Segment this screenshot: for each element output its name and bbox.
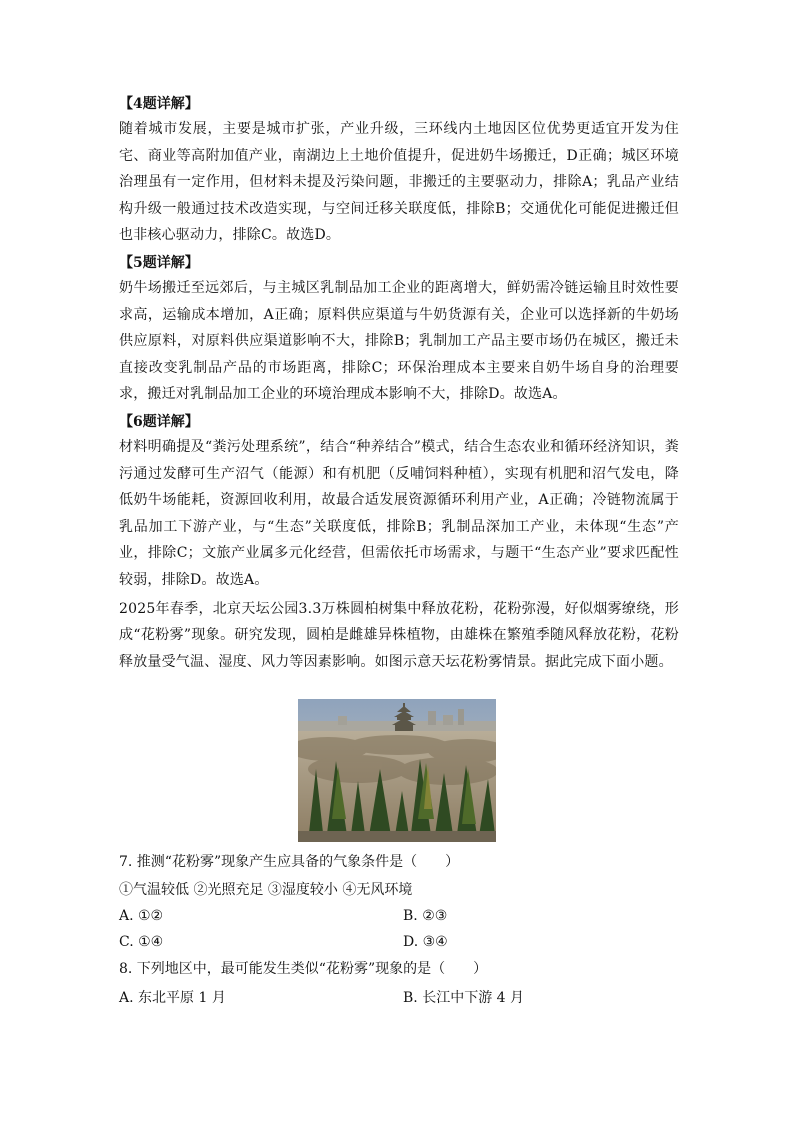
explanation-block xyxy=(119,92,679,675)
question-7-option-a[interactable]: A. ①② xyxy=(119,908,164,924)
section-body: 随着城市发展，主要是城市扩张，产业升级，三环线内土地因区位优势更适宜开发为住宅、商业等高附加值产业，南湖边上土地价值提升，促进奶牛场搬迁，D正确；城区环境治理虽有一定作用，但材料未提及污染问题，非搬迁的主要驱动力，排除A；乳品产业结构升级一般通过技术改造实现，与空间迁移关联度低，排除B；交通优化可能促进搬迁但也非核心驱动力，排除C。故选D。 xyxy=(119,121,679,244)
section-heading: 【5题详解】 xyxy=(119,254,199,271)
question-7-stem: 7. 推测“花粉雾”现象产生应具备的气象条件是（ ） xyxy=(119,854,460,870)
question-7-option-d[interactable]: D. ③④ xyxy=(403,934,448,950)
pollen-fog-photo xyxy=(298,699,496,842)
section-heading: 【6题详解】 xyxy=(119,413,199,430)
question-7-option-c[interactable]: C. ①④ xyxy=(119,934,164,950)
question-8-option-a[interactable]: A. 东北平原 1 月 xyxy=(119,990,226,1006)
question-intro: 2025年春季，北京天坛公园3.3万株圆柏树集中释放花粉，花粉弥漫，好似烟雾缭绕，形成“花粉雾”现象。研究发现，圆柏是雌雄异株植物，由雄株在繁殖季随风释放花粉，花粉释放量受气温、湿度、风力等因素影响。如图示意天坛花粉雾情景。据此完成下面小题。 xyxy=(119,600,679,670)
question-7-conditions: ①气温较低 ②光照充足 ③湿度较小 ④无风环境 xyxy=(119,882,413,898)
question-7-option-b[interactable]: B. ②③ xyxy=(403,908,448,924)
question-8-option-b[interactable]: B. 长江中下游 4 月 xyxy=(403,990,524,1006)
section-body: 材料明确提及“粪污处理系统”，结合“种养结合”模式，结合生态农业和循环经济知识，粪污通过发酵可生产沼气（能源）和有机肥（反哺饲料种植），实现有机肥和沼气发电，降低奶牛场能耗，资源回收利用，故最合适发展资源循环利用产业，A正确；冷链物流属于乳品加工下游产业，与“生态”关联度低，排除B；乳制品深加工产业，未体现“生态”产业，排除C；文旅产业属多元化经营，但需依托市场需求，与题干“生态产业”要求匹配性较弱，排除D。故选A。 xyxy=(119,438,679,588)
section-body: 奶牛场搬迁至远郊后，与主城区乳制品加工企业的距离增大，鲜奶需冷链运输且时效性要求高，运输成本增加，A正确；原料供应渠道与牛奶货源有关，企业可以选择新的牛奶场供应原料，对原料供应渠道影响不大，排除B；乳制加工产品主要市场仍在城区，搬迁未直接改变乳制品产品的市场距离，排除C；环保治理成本主要来自奶牛场自身的治理要求，搬迁对乳制品加工企业的环境治理成本影响不大，排除D。故选A。 xyxy=(119,279,679,403)
section-heading: 【4题详解】 xyxy=(119,96,199,112)
question-8-stem: 8. 下列地区中，最可能发生类似“花粉雾”现象的是（ ） xyxy=(119,961,488,977)
